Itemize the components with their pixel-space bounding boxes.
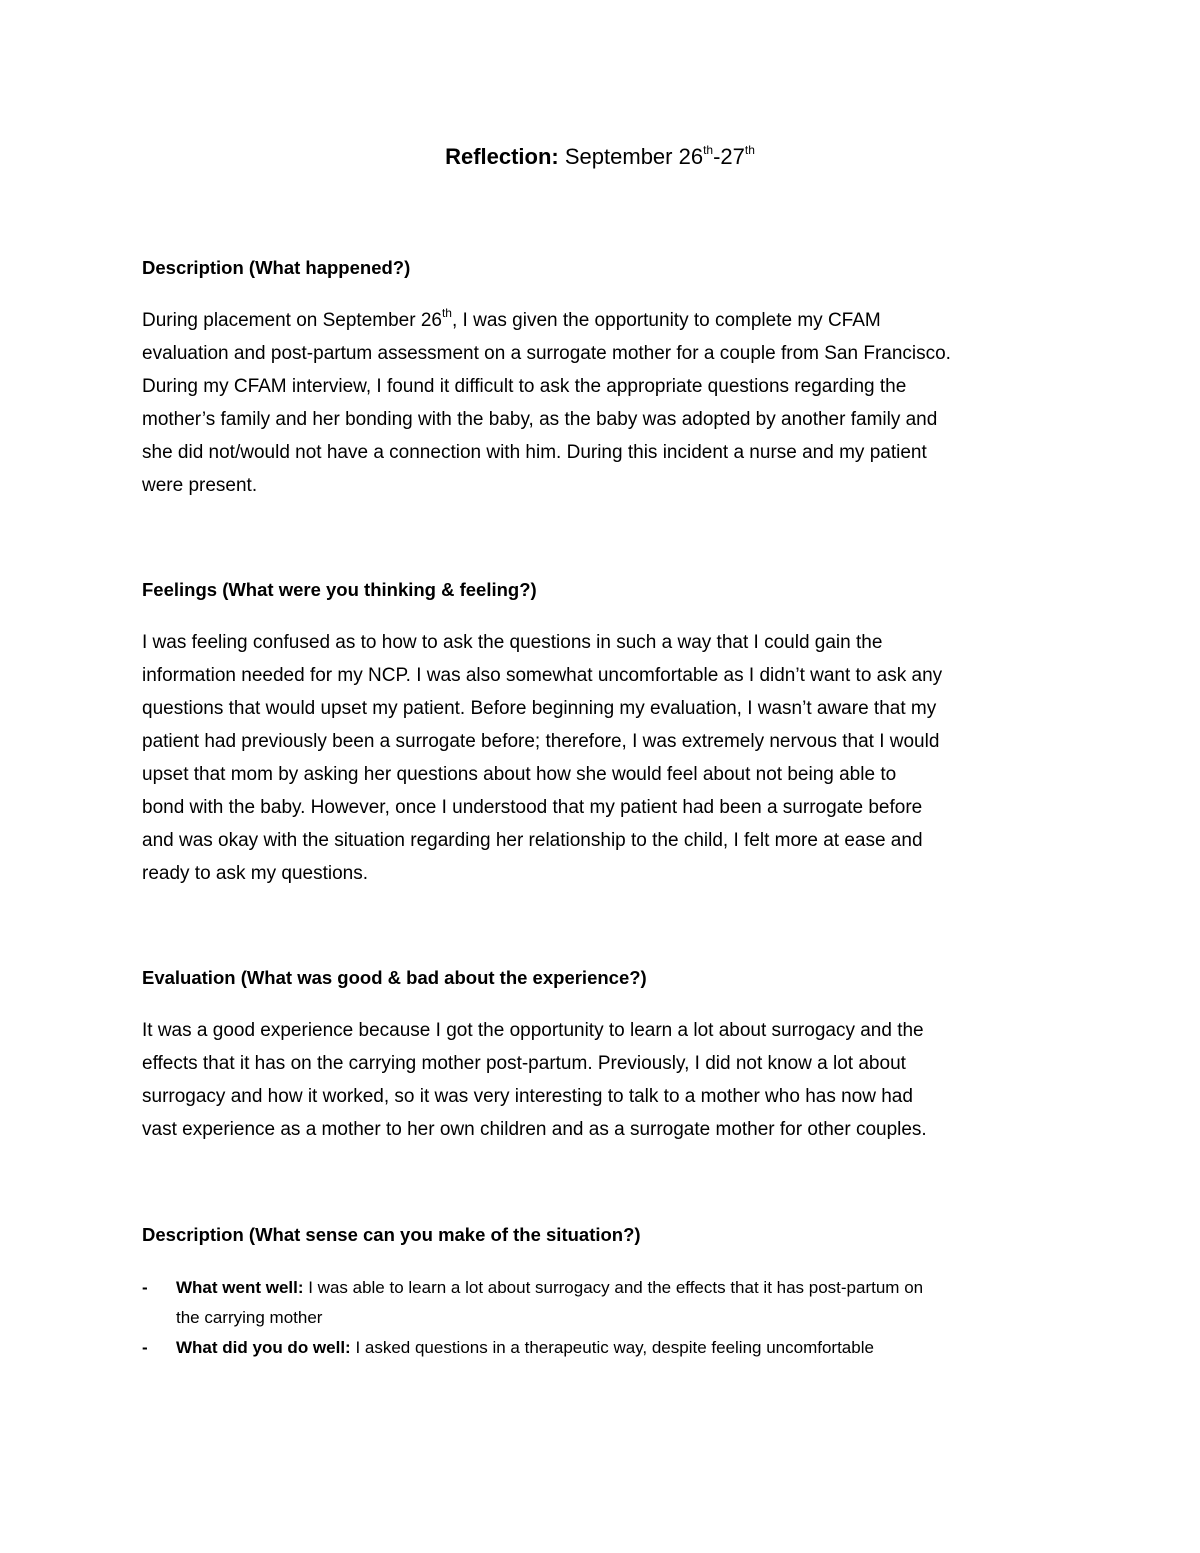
paragraph-line: effects that it has on the carrying mother post-partum. Previously, I did not know a lot about [142, 1053, 906, 1074]
bullet-line: the carrying mother [176, 1308, 323, 1327]
paragraph-line: evaluation and post-partum assessment on a surrogate mother for a couple from San Francisco. [142, 343, 951, 364]
paragraph-line: ready to ask my questions. [142, 863, 368, 884]
paragraph-line: and was okay with the situation regarding her relationship to the child, I felt more at ease and [142, 830, 923, 851]
paragraph-line: I was feeling confused as to how to ask the questions in such a way that I could gain the [142, 632, 883, 653]
section-paragraph-evaluation [142, 1014, 1062, 1146]
section-heading-description: Description (What happened?) [142, 257, 411, 278]
bullet-line [176, 1333, 1062, 1363]
paragraph-line: bond with the baby. However, once I understood that my patient had been a surrogate before [142, 797, 923, 818]
paragraph-line: she did not/would not have a connection with him. During this incident a nurse and my patient [142, 442, 927, 463]
list-item [142, 1273, 1062, 1333]
title-label: Reflection: [445, 144, 559, 169]
bullet-label: What did you do well: [176, 1338, 351, 1357]
section-heading-feelings: Feelings (What were you thinking & feeling?) [142, 579, 537, 600]
paragraph-line: questions that would upset my patient. Before beginning my evaluation, I wasn’t aware that my [142, 698, 937, 719]
paragraph-line: upset that mom by asking her questions about how she would feel about not being able to [142, 764, 897, 785]
paragraph-line: During my CFAM interview, I found it difficult to ask the appropriate questions regarding the [142, 376, 907, 397]
paragraph-line: surrogacy and how it worked, so it was very interesting to talk to a mother who has now had [142, 1086, 913, 1107]
bullet-text: I was able to learn a lot about surrogacy and the effects that it has post-partum on [303, 1278, 924, 1297]
section-paragraph-feelings [142, 626, 1062, 890]
section-heading-evaluation: Evaluation (What was good & bad about the experience?) [142, 967, 647, 988]
superscript: th [441, 305, 452, 320]
title-date-end: -27 [713, 144, 745, 169]
bullet-line [176, 1273, 1062, 1303]
paragraph-line: information needed for my NCP. I was also somewhat uncomfortable as I didn’t want to ask any [142, 665, 943, 686]
paragraph-line: mother’s family and her bonding with the baby, as the baby was adopted by another family and [142, 409, 938, 430]
bullet-marker: - [142, 1278, 148, 1297]
bullet-marker: - [142, 1338, 148, 1357]
paragraph-line: patient had previously been a surrogate before; therefore, I was extremely nervous that I would [142, 731, 940, 752]
bullet-label: What went well: [176, 1278, 304, 1297]
bullet-list [142, 1273, 1062, 1363]
list-item [142, 1333, 1062, 1363]
title-superscript-1: th [703, 142, 714, 157]
line-text: , I was given the opportunity to complete my CFAM [451, 310, 881, 331]
section-paragraph-description [142, 304, 1062, 502]
paragraph-line: were present. [142, 475, 258, 496]
paragraph-line: vast experience as a mother to her own children and as a surrogate mother for other couples. [142, 1119, 927, 1140]
title-date-start: September 26 [558, 144, 704, 169]
line-text: During placement on September 26 [142, 310, 442, 331]
paragraph-line: It was a good experience because I got the opportunity to learn a lot about surrogacy and the [142, 1020, 924, 1041]
page-title [0, 142, 1200, 172]
bullet-text: I asked questions in a therapeutic way, despite feeling uncomfortable [350, 1338, 874, 1357]
title-superscript-2: th [744, 142, 755, 157]
paragraph-line [142, 304, 1062, 337]
section-heading-analysis: Description (What sense can you make of the situation?) [142, 1224, 641, 1245]
